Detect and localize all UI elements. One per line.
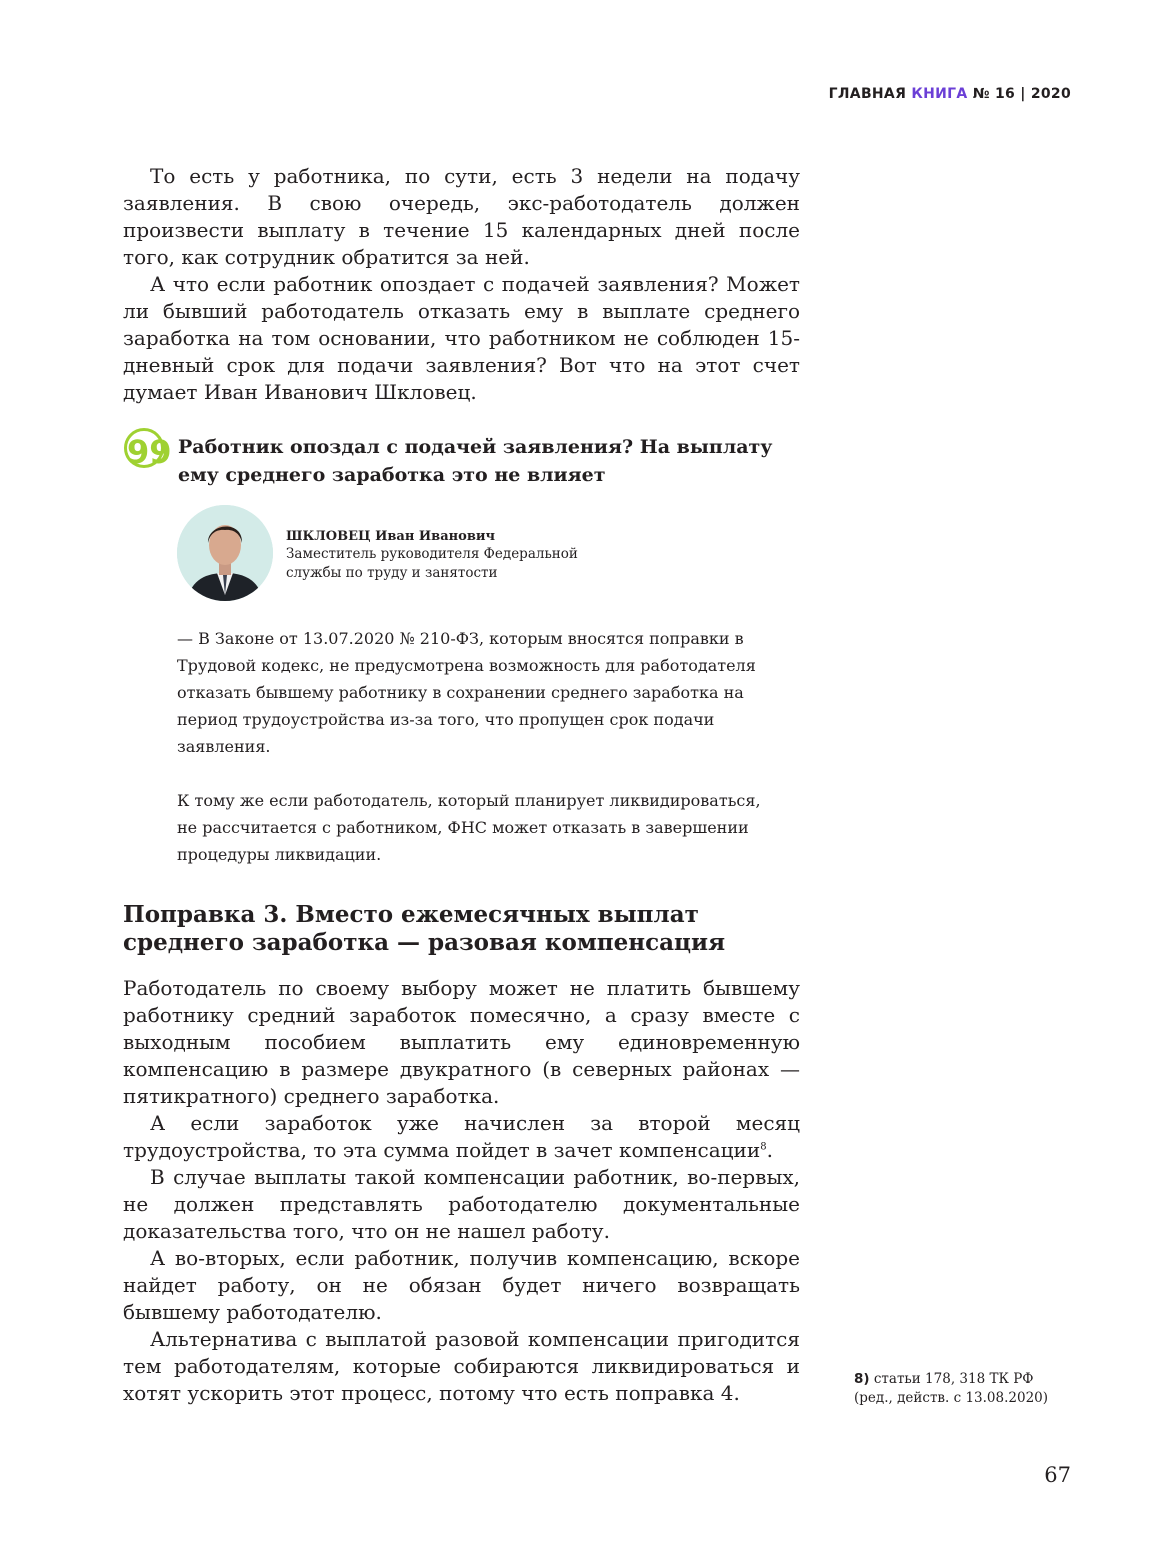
brand-main: ГЛАВНАЯ xyxy=(828,86,907,102)
paragraph xyxy=(123,1110,800,1164)
paragraph: Альтернатива с выплатой разовой компенсации пригодится тем работодателям, которые собираются ликвидироваться и хотят ускорить этот процесс, потому что есть поправка 4. xyxy=(123,1327,800,1405)
brand-accent: КНИГА xyxy=(911,86,968,102)
paragraph: В случае выплаты такой компенсации работник, во-первых, не должен представлять работодателю документальные доказательства того, что он не нашел работу. xyxy=(123,1165,800,1243)
footnote xyxy=(854,1370,1074,1408)
running-header xyxy=(829,86,1071,102)
intro-text xyxy=(123,163,800,406)
paragraph-text: А если заработок уже начислен за второй месяц трудоустройства, то эта сумма пойдет в зачет компенсации xyxy=(123,1111,800,1162)
quote-paragraph: — В Законе от 13.07.2020 № 210-ФЗ, которым вносятся поправки в Трудовой кодекс, не предусмотрена возможность для работодателя отказать бывшему работнику в сохранении среднего заработка на период трудоустройства из-за того, что пропущен срок подачи заявления. xyxy=(177,629,756,756)
page-number: 67 xyxy=(1044,1463,1071,1487)
section-text xyxy=(123,975,800,1407)
issue-number: № 16 | 2020 xyxy=(972,86,1071,102)
quote-icon: 99 xyxy=(124,428,164,468)
avatar xyxy=(177,505,273,601)
quote-paragraph: К тому же если работодатель, который планирует ликвидироваться, не рассчитается с работником, ФНС может отказать в завершении процедуры ликвидации. xyxy=(177,791,761,864)
quote-title: Работник опоздал с подачей заявления? На выплату ему среднего заработка это не влияет xyxy=(178,436,773,486)
paragraph-end: . xyxy=(766,1138,773,1162)
paragraph: Работодатель по своему выбору может не платить бывшему работнику средний заработок помесячно, а сразу вместе с выходным пособием выплатить ему единовременную компенсацию в размере двукратного (в северных районах — пятикратного) среднего заработка. xyxy=(123,976,800,1108)
footnote-text: статьи 178, 318 ТК РФ (ред., действ. с 13.08.2020) xyxy=(854,1371,1049,1406)
section-heading: Поправка 3. Вместо ежемесячных выплат среднего заработка — разовая компенсация xyxy=(123,901,726,956)
quote-body xyxy=(177,625,777,895)
footnote-reference: 8 xyxy=(760,1141,767,1153)
author-role: Заместитель руководителя Федеральной службы по труду и занятости xyxy=(286,546,578,581)
author-name: ШКЛОВЕЦ Иван Иванович xyxy=(286,529,496,544)
paragraph: А что если работник опоздает с подачей заявления? Может ли бывший работодатель отказать ему в выплате среднего заработка на том основании, что работником не соблюден 15-дневный срок для подачи заявления? Вот что на этот счет думает Иван Иванович Шкловец. xyxy=(123,272,800,404)
footnote-marker: 8) xyxy=(854,1371,870,1387)
portrait-image xyxy=(177,505,273,601)
paragraph: А во-вторых, если работник, получив компенсацию, вскоре найдет работу, он не обязан будет ничего возвращать бывшему работодателю. xyxy=(123,1246,800,1324)
paragraph: То есть у работника, по сути, есть 3 недели на подачу заявления. В свою очередь, экс-работодатель должен произвести выплату в течение 15 календарных дней после того, как сотрудник обратится за ней. xyxy=(123,164,800,269)
